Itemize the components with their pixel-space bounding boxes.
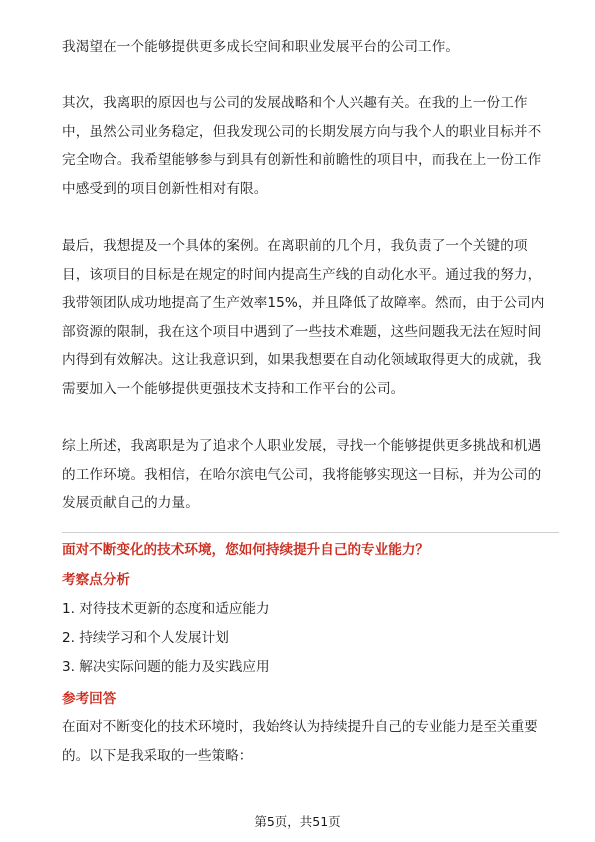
- list-item: 2. 持续学习和个人发展计划: [62, 630, 229, 646]
- reference-heading: 参考回答: [62, 691, 117, 707]
- paragraph-conclusion: 综上所述，我离职是为了追求个人职业发展，寻找一个能够提供更多挑战和机遇的工作环境。我相信，在哈尔滨电气公司，我将能够实现这一目标，并为公司的发展贡献自己的力量。: [62, 438, 542, 511]
- paragraph-strategy-interest: 其次，我离职的原因也与公司的发展战略和个人兴趣有关。在我的上一份工作中，虽然公司业务稳定，但我发现公司的长期发展方向与我个人的职业目标并不完全吻合。我希望能够参与到具有创新性和前瞻性的项目中，而我在上一份工作中感受到的项目创新性相对有限。: [62, 95, 542, 197]
- list-item: 3. 解决实际问题的能力及实践应用: [62, 659, 270, 675]
- paragraph-career-growth: 我渴望在一个能够提供更多成长空间和职业发展平台的公司工作。: [62, 39, 460, 55]
- analysis-heading: 考察点分析: [62, 572, 130, 588]
- interview-question: 面对不断变化的技术环境，您如何持续提升自己的专业能力？: [62, 542, 430, 558]
- section-divider: [62, 532, 559, 533]
- list-item: 1. 对待技术更新的态度和适应能力: [62, 601, 270, 617]
- reference-answer: 在面对不断变化的技术环境时，我始终认为持续提升自己的专业能力是至关重要的。以下是我采取的一些策略：: [62, 719, 538, 764]
- paragraph-project-case: 最后，我想提及一个具体的案例。在离职前的几个月，我负责了一个关键的项目，该项目的目标是在规定的时间内提高生产线的自动化水平。通过我的努力，我带领团队成功地提高了生产效率15%，并且降低了故障率。然而，由于公司内部资源的限制，我在这个项目中遇到了一些技术难题，这些问题我无法在短时间内得到有效解决。这让我意识到，如果我想要在自动化领域取得更大的成就，我需要加入一个能够提供更强技术支持和工作平台的公司。: [62, 238, 545, 397]
- analysis-list: [62, 595, 270, 682]
- page-footer: 第5页，共51页: [254, 814, 341, 829]
